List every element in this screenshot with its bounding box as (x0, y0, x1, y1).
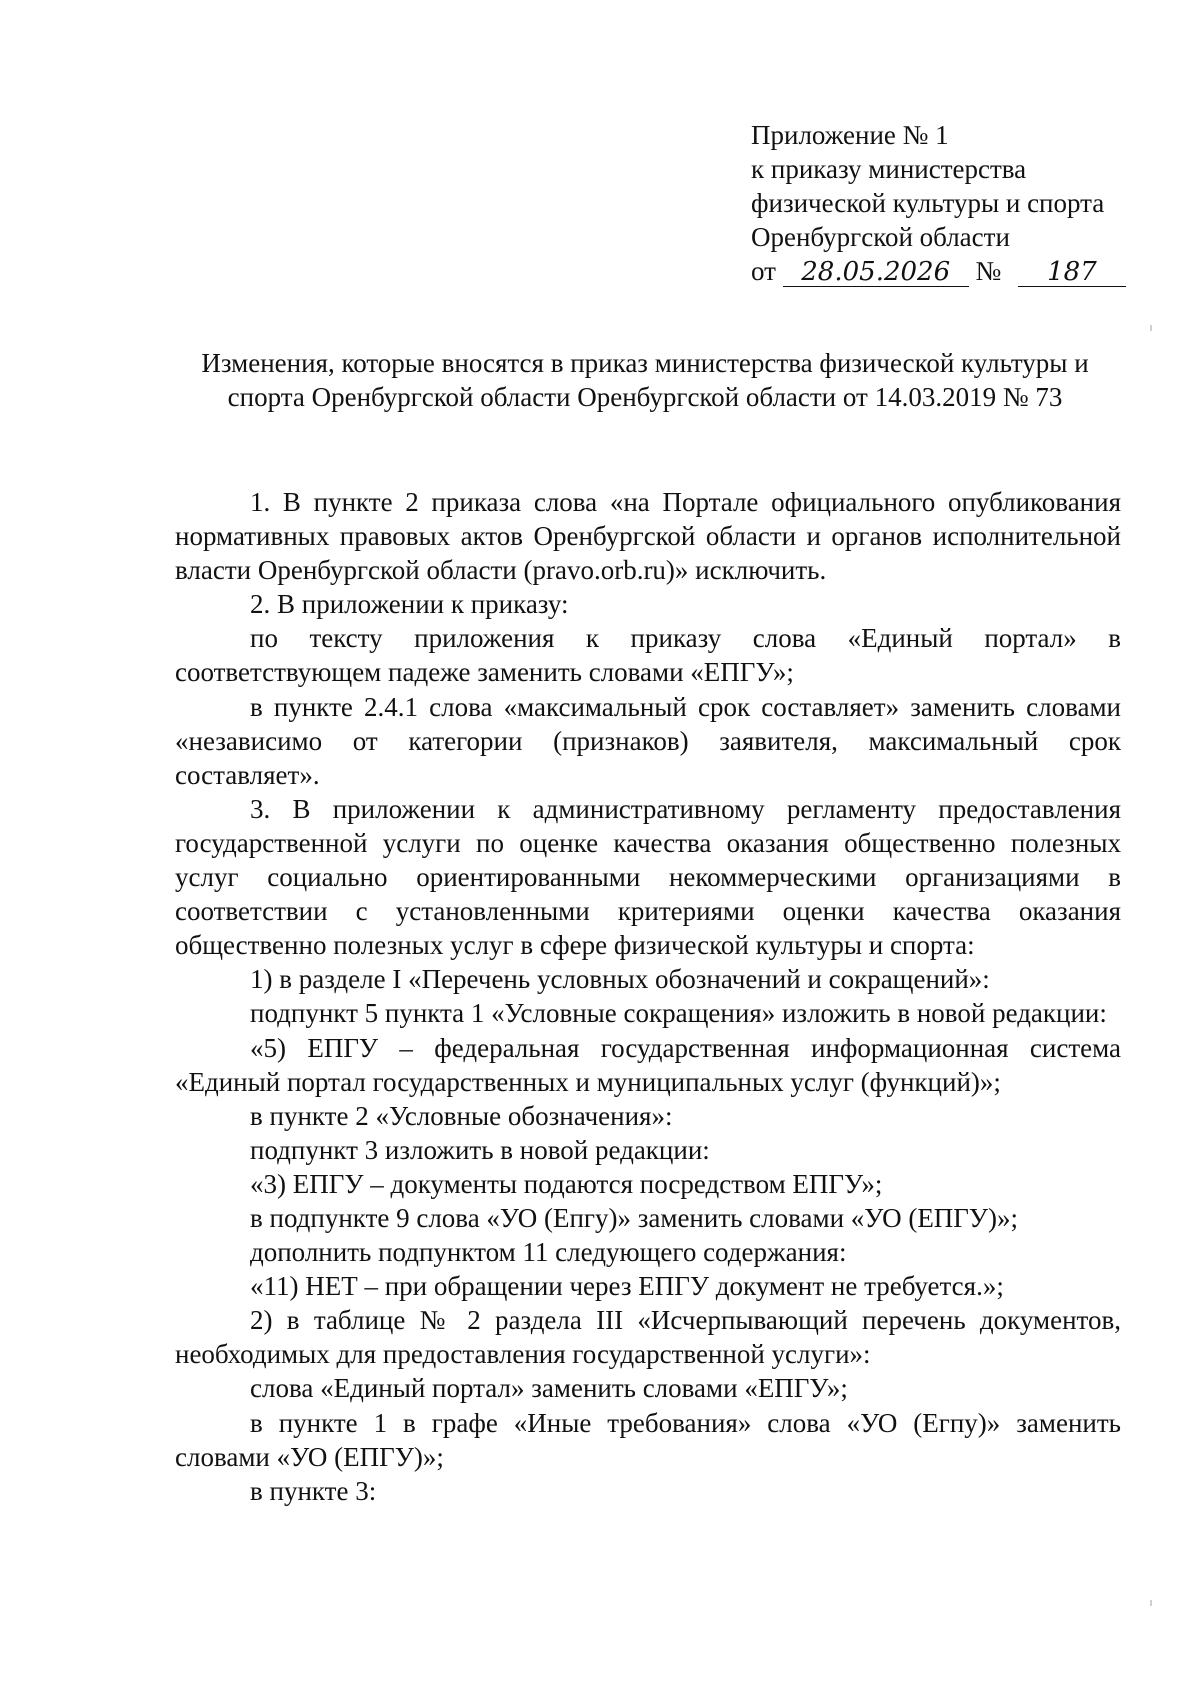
number-label: № (975, 256, 1002, 286)
scan-speck (1150, 325, 1152, 331)
paragraph: подпункт 5 пункта 1 «Условные сокращения» изложить в новой редакции: (250, 998, 1107, 1029)
document-body (175, 485, 1121, 1508)
paragraph: 2. В приложении к приказу: (250, 589, 569, 620)
handwritten-number: 187 (1018, 258, 1126, 287)
from-label: от (751, 256, 776, 286)
paragraph: в пункте 3: (250, 1475, 377, 1506)
scan-speck (1150, 1600, 1152, 1606)
paragraph: 1. В пункте 2 приказа слова «на Портале официального опубликования нормативных правовых актов Оренбургской области и органов исполнительной власти Оренбургской области (pravo.orb.ru)» исключить. (175, 487, 1121, 586)
annex-block (751, 118, 1126, 288)
paragraph: в подпункте 9 слова «УО (Епгу)» заменить словами «УО (ЕПГУ)»; (250, 1202, 1019, 1233)
title-line-2: спорта Оренбургской области Оренбургской области от 14.03.2019 № 73 (227, 382, 1063, 412)
annex-line-order: к приказу министерства (751, 154, 1027, 184)
paragraph: по тексту приложения к приказу слова «Единый портал» в соответствующем падеже заменить словами «ЕПГУ»; (175, 623, 1121, 688)
paragraph: 2) в таблице № 2 раздела III «Исчерпывающий перечень документов, необходимых для предоставления государственной услуги»: (175, 1305, 1121, 1370)
annex-title: Приложение № 1 (751, 120, 949, 150)
paragraph: в пункте 1 в графе «Иные требования» слова «УО (Егпу)» заменить словами «УО (ЕПГУ)»; (175, 1407, 1121, 1472)
paragraph: подпункт 3 изложить в новой редакции: (250, 1134, 710, 1165)
paragraph: 1) в разделе I «Перечень условных обозначений и сокращений»: (250, 964, 990, 995)
paragraph: слова «Единый портал» заменить словами «ЕПГУ»; (250, 1373, 848, 1404)
paragraph: «3) ЕПГУ – документы подаются посредством ЕПГУ»; (250, 1168, 883, 1199)
annex-line-ministry: физической культуры и спорта (751, 188, 1105, 218)
annex-line-region: Оренбургской области (751, 222, 1010, 252)
document-title (150, 346, 1140, 414)
paragraph: «11) НЕТ – при обращении через ЕПГУ документ не требуется.»; (250, 1271, 1004, 1302)
paragraph: 3. В приложении к административному регламенту предоставления государственной услуги по оценке качества оказания общественно полезных услуг социально ориентированными некоммерческими организациями в соответствии с установленными критериями оценки качества оказания общественно полезных услуг в сфере физической культуры и спорта: (175, 793, 1121, 961)
paragraph: «5) ЕПГУ – федеральная государственная информационная система «Единый портал государственных и муниципальных услуг (функций)»; (175, 1032, 1121, 1097)
annex-date-line (751, 254, 1126, 288)
handwritten-date: 28.05.2026 (783, 258, 969, 287)
paragraph: в пункте 2.4.1 слова «максимальный срок составляет» заменить словами «независимо от категории (признаков) заявителя, максимальный срок составляет». (175, 691, 1121, 790)
paragraph: дополнить подпунктом 11 следующего содержания: (250, 1237, 847, 1268)
paragraph: в пункте 2 «Условные обозначения»: (250, 1100, 673, 1131)
title-line-1: Изменения, которые вносятся в приказ министерства физической культуры и (201, 348, 1089, 378)
